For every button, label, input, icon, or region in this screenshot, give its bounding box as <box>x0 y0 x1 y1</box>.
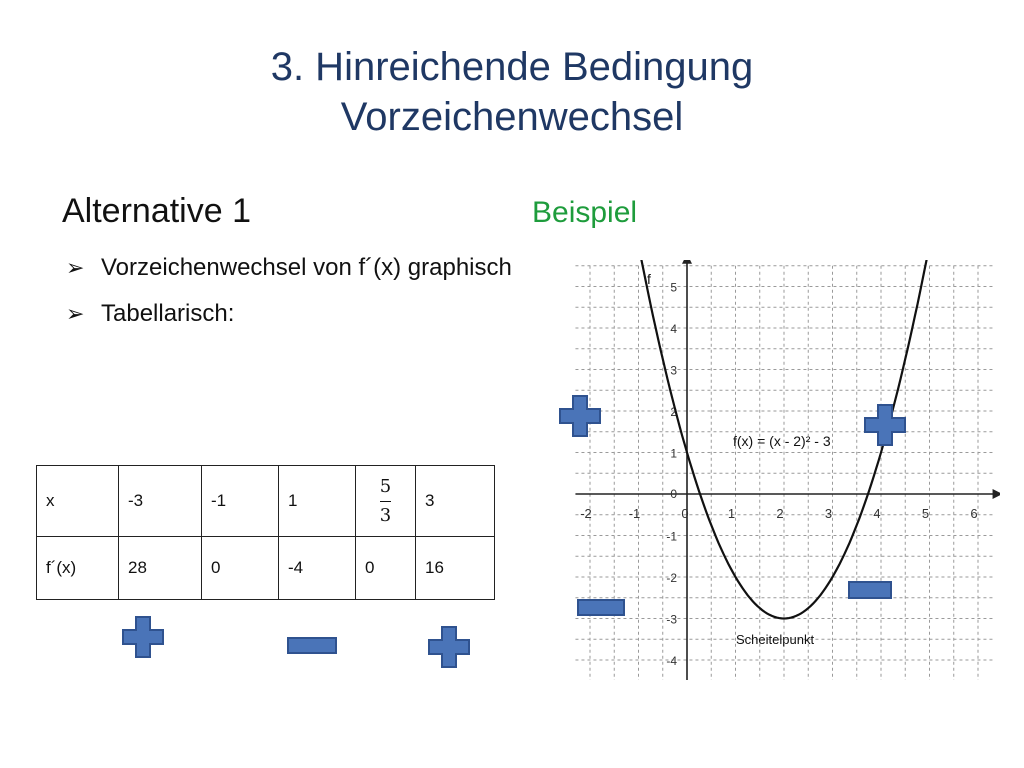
plus-sign-icon <box>122 616 164 658</box>
x-tick-label: -1 <box>628 506 641 521</box>
bullet-list <box>66 252 526 344</box>
y-tick-label: 5 <box>670 280 677 295</box>
table-cell: 1 <box>279 466 356 537</box>
table-cell: 0 <box>202 537 279 600</box>
minus-sign-icon <box>287 637 337 655</box>
table-cell: -3 <box>119 466 202 537</box>
x-tick-label: 3 <box>824 506 833 521</box>
title-line-1: 3. Hinreichende Bedingung <box>270 45 754 89</box>
x-tick-label: 6 <box>970 506 978 521</box>
plus-sign-icon <box>559 395 601 437</box>
arrow-bullet-icon: ➢ <box>66 301 85 326</box>
y-tick-label: -1 <box>666 529 677 544</box>
table-cell: 3 <box>416 466 495 537</box>
y-tick-label: 2 <box>670 405 677 419</box>
x-tick-label: 2 <box>776 506 784 521</box>
plus-sign-icon <box>864 404 906 446</box>
table-row <box>37 537 495 600</box>
bullet-item <box>66 252 526 284</box>
graph-axes <box>575 260 1000 680</box>
table-cell: x <box>37 466 119 537</box>
table-row <box>37 466 495 537</box>
alternative-heading: Alternative 1 <box>62 192 251 230</box>
minus-sign-icon <box>577 599 625 617</box>
parabola-graph <box>560 260 1000 680</box>
slide-title <box>0 42 1024 142</box>
table-cell: 0 <box>356 537 416 600</box>
x-tick-label: 0 <box>681 506 689 521</box>
function-label: f(x) = (x - 2)² - 3 <box>733 433 831 449</box>
y-tick-label: -2 <box>666 571 677 585</box>
bullet-text: Vorzeichenwechsel von f´(x) graphisch <box>101 254 512 281</box>
y-tick-label: 3 <box>670 363 677 378</box>
table-cell <box>356 466 416 537</box>
title-line-2: Vorzeichenwechsel <box>340 95 684 139</box>
fraction <box>380 477 391 526</box>
y-axis-label: f <box>647 271 651 287</box>
fraction-numerator: 5 <box>379 475 392 497</box>
table-cell: -1 <box>202 466 279 537</box>
table-cell: 28 <box>119 537 202 600</box>
graph-ticks <box>580 281 977 669</box>
x-tick-label: 1 <box>727 506 736 521</box>
bullet-item <box>66 298 526 330</box>
fraction-bar <box>380 501 391 502</box>
y-tick-label: 0 <box>670 487 677 501</box>
plus-sign-icon <box>428 626 470 668</box>
table-cell: -4 <box>279 537 356 600</box>
table-cell: f´(x) <box>37 537 119 600</box>
y-tick-label: -4 <box>666 654 677 668</box>
arrow-bullet-icon: ➢ <box>66 255 85 280</box>
table-cell: 16 <box>416 537 495 600</box>
x-axis-arrow-icon <box>993 489 1000 499</box>
beispiel-heading: Beispiel <box>532 196 638 229</box>
y-tick-label: -3 <box>666 612 677 627</box>
y-axis-arrow-icon <box>682 260 692 264</box>
x-tick-label: 5 <box>921 506 930 521</box>
minus-sign-icon <box>848 581 892 600</box>
y-tick-label: 4 <box>670 322 677 336</box>
y-tick-label: 1 <box>670 446 677 461</box>
x-tick-label: 4 <box>873 506 881 521</box>
value-table <box>36 465 495 600</box>
x-tick-label: -2 <box>580 506 592 521</box>
bullet-text: Tabellarisch: <box>101 300 235 327</box>
fraction-denominator: 3 <box>379 504 392 526</box>
vertex-label: Scheitelpunkt <box>736 632 815 647</box>
